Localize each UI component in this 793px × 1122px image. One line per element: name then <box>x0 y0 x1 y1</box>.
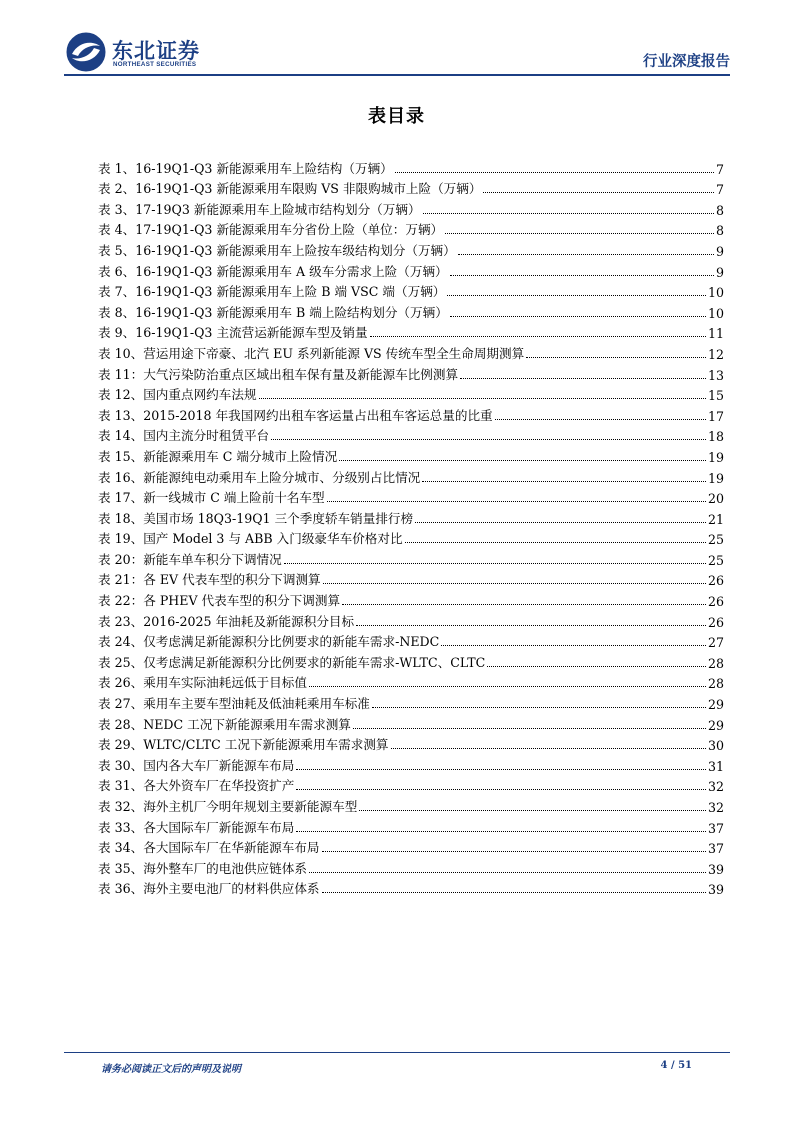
toc-entry-page[interactable]: 30 <box>707 738 724 754</box>
toc-entry[interactable] <box>98 877 724 898</box>
toc-entry[interactable] <box>98 774 724 795</box>
toc-entry[interactable] <box>98 197 724 218</box>
toc-dot-leader <box>359 810 706 811</box>
toc-entry-page[interactable]: 32 <box>707 800 724 815</box>
toc-dot-leader <box>450 275 714 276</box>
toc-entry[interactable] <box>98 444 724 465</box>
toc-dot-leader <box>309 686 706 687</box>
toc-entry-page[interactable]: 26 <box>707 573 724 589</box>
toc-dot-leader <box>483 192 714 193</box>
toc-dot-leader <box>445 233 714 234</box>
toc-dot-leader <box>322 851 706 852</box>
footer-divider <box>64 1052 730 1053</box>
page-title: 表目录 <box>368 106 425 127</box>
toc-entry[interactable] <box>98 321 724 342</box>
toc-entry-page[interactable]: 26 <box>707 614 724 630</box>
toc-entry-page[interactable]: 20 <box>707 491 724 507</box>
toc-entry-label[interactable]: 表 20：新能车单车积分下调情况 <box>98 551 282 567</box>
toc-entry-label[interactable]: 表 34、各大国际车厂在华新能源车布局 <box>98 840 320 856</box>
toc-dot-leader <box>271 439 706 440</box>
toc-dot-leader <box>323 583 706 584</box>
toc-entry-page[interactable]: 7 <box>715 182 724 198</box>
toc-entry[interactable] <box>98 671 724 692</box>
toc-entry[interactable] <box>98 486 724 507</box>
toc-entry-label[interactable]: 表 27、乘用车主要车型油耗及低油耗乘用车标准 <box>98 696 370 712</box>
toc-entry-page[interactable]: 17 <box>707 408 724 424</box>
toc-entry-label[interactable]: 表 14、国内主流分时租赁平台 <box>98 428 270 444</box>
toc-entry[interactable] <box>98 609 724 630</box>
toc-entry-page[interactable]: 19 <box>707 470 724 486</box>
logo-name-en: NORTHEAST SECURITIES <box>113 61 197 68</box>
toc-entry-page[interactable]: 37 <box>707 841 724 857</box>
toc-dot-leader <box>422 481 706 482</box>
toc-entry-label[interactable]: 表 30、国内各大车厂新能源车布局 <box>98 757 295 773</box>
toc-entry[interactable] <box>98 506 724 527</box>
toc-entry[interactable] <box>98 712 724 733</box>
toc-entry-label[interactable]: 表 23、2016-2025 年油耗及新能源积分目标 <box>98 613 355 629</box>
toc-entry[interactable] <box>98 280 724 301</box>
toc-entry-page[interactable]: 26 <box>707 594 724 610</box>
toc-entry[interactable] <box>98 156 724 177</box>
toc-dot-leader <box>372 707 706 708</box>
toc-dot-leader <box>353 728 706 729</box>
toc-entry[interactable] <box>98 238 724 259</box>
toc-entry-label[interactable]: 表 36、海外主要电池厂的材料供应体系 <box>98 881 320 897</box>
toc-entry[interactable] <box>98 794 724 815</box>
toc-dot-leader <box>356 625 706 626</box>
toc-entry-label[interactable]: 表 19、国产 Model 3 与 ABB 入门级豪华车价格对比 <box>98 531 403 547</box>
toc-entry-label[interactable]: 表 24、仅考虑满足新能源积分比例要求的新能车需求-NEDC <box>98 634 440 650</box>
logo-name-cn: 东北证券 <box>112 39 200 63</box>
toc-entry-page[interactable]: 9 <box>715 243 724 259</box>
toc-entry-page[interactable]: 25 <box>707 532 724 548</box>
toc-entry-page[interactable]: 25 <box>707 552 724 568</box>
toc-entry-page[interactable]: 15 <box>707 388 724 404</box>
toc-entry-label[interactable]: 表 3、17-19Q3 新能源乘用车上险城市结构划分（万辆） <box>98 201 421 217</box>
toc-entry-label[interactable]: 表 25、仅考虑满足新能源积分比例要求的新能车需求-WLTC、CLTC <box>98 654 486 670</box>
toc-dot-leader <box>296 789 706 790</box>
toc-entry-label[interactable]: 表 5、16-19Q1-Q3 新能源乘用车上险按车级结构划分（万辆） <box>98 242 456 258</box>
toc-entry-label[interactable]: 表 32、海外主机厂今明年规划主要新能源车型 <box>98 799 358 814</box>
toc-entry-page[interactable]: 39 <box>707 882 724 898</box>
toc-dot-leader <box>395 172 714 173</box>
toc-entry-label[interactable]: 表 31、各大外资车厂在华投资扩产 <box>98 778 295 794</box>
toc-entry-page[interactable]: 8 <box>715 223 724 239</box>
toc-entry-label[interactable]: 表 12、国内重点网约车法规 <box>98 387 257 403</box>
toc-dot-leader <box>284 563 706 564</box>
toc-dot-leader <box>415 522 706 523</box>
toc-entry[interactable] <box>98 815 724 836</box>
toc-dot-leader <box>391 748 706 749</box>
toc-dot-leader <box>259 398 706 399</box>
toc-entry[interactable] <box>98 630 724 651</box>
toc-entry[interactable] <box>98 547 724 568</box>
toc-entry[interactable] <box>98 836 724 857</box>
toc-entry-page[interactable]: 27 <box>707 635 724 651</box>
toc-entry[interactable] <box>98 300 724 321</box>
toc-entry[interactable] <box>98 218 724 239</box>
toc-dot-leader <box>370 336 706 337</box>
toc-entry-label[interactable]: 表 8、16-19Q1-Q3 新能源乘用车 B 端上险结构划分（万辆） <box>98 304 448 320</box>
report-type: 行业深度报告 <box>643 54 730 70</box>
toc-entry-label[interactable]: 表 33、各大国际车厂新能源车布局 <box>98 819 295 835</box>
toc-entry-label[interactable]: 表 1、16-19Q1-Q3 新能源乘用车上险结构（万辆） <box>98 160 393 176</box>
toc-entry[interactable] <box>98 465 724 486</box>
toc-entry-label[interactable]: 表 18、美国市场 18Q3-19Q1 三个季度轿车销量排行榜 <box>98 510 414 526</box>
page-number: 4 / 51 <box>660 1060 692 1071</box>
toc-entry-label[interactable]: 表 6、16-19Q1-Q3 新能源乘用车 A 级车分需求上险（万辆） <box>98 263 448 279</box>
toc-entry-page[interactable]: 10 <box>707 285 724 301</box>
logo-emblem-icon <box>64 30 108 74</box>
header-divider <box>64 74 730 76</box>
company-logo <box>64 30 234 74</box>
toc-dot-leader <box>342 604 706 605</box>
toc-dot-leader <box>405 542 706 543</box>
toc-dot-leader <box>441 645 706 646</box>
toc-entry-page[interactable]: 31 <box>707 758 724 774</box>
toc-entry-page[interactable]: 7 <box>715 161 724 177</box>
toc-entry-label[interactable]: 表 9、16-19Q1-Q3 主流营运新能源车型及销量 <box>98 325 368 341</box>
toc-dot-leader <box>309 872 706 873</box>
toc-entry[interactable] <box>98 259 724 280</box>
toc-dot-leader <box>322 892 706 893</box>
toc-entry[interactable] <box>98 383 724 404</box>
toc-entry-page[interactable]: 28 <box>707 676 724 692</box>
toc-entry-page[interactable]: 32 <box>707 779 724 795</box>
toc-entry-page[interactable]: 12 <box>707 346 724 362</box>
footer-disclaimer: 请务必阅读正文后的声明及说明 <box>101 1064 241 1075</box>
toc-entry[interactable] <box>98 650 724 671</box>
toc-entry-label[interactable]: 表 26、乘用车实际油耗远低于目标值 <box>98 675 307 691</box>
table-of-tables <box>98 156 724 897</box>
toc-dot-leader <box>423 213 714 214</box>
toc-entry-label[interactable]: 表 17、新一线城市 C 端上险前十名车型 <box>98 490 325 506</box>
toc-dot-leader <box>487 666 706 667</box>
toc-entry-label[interactable]: 表 21：各 EV 代表车型的积分下调测算 <box>98 572 321 588</box>
toc-entry-page[interactable]: 28 <box>707 655 724 671</box>
toc-entry-page[interactable]: 8 <box>715 202 724 218</box>
toc-entry[interactable] <box>98 691 724 712</box>
toc-entry[interactable] <box>98 424 724 445</box>
toc-entry-label[interactable]: 表 13、2015-2018 年我国网约出租车客运量占出租车客运总量的比重 <box>98 407 493 423</box>
toc-entry-page[interactable]: 19 <box>707 449 724 465</box>
toc-entry[interactable] <box>98 177 724 198</box>
toc-entry[interactable] <box>98 527 724 548</box>
toc-entry-label[interactable]: 表 28、NEDC 工况下新能源乘用车需求测算 <box>98 716 351 732</box>
toc-entry-label[interactable]: 表 2、16-19Q1-Q3 新能源乘用车限购 VS 非限购城市上险（万辆） <box>98 181 482 197</box>
toc-entry-page[interactable]: 10 <box>707 305 724 321</box>
toc-dot-leader <box>296 831 706 832</box>
toc-entry-label[interactable]: 表 10、营运用途下帝豪、北汽 EU 系列新能源 VS 传统车型全生命周期测算 <box>98 345 525 361</box>
toc-entry-label[interactable]: 表 16、新能源纯电动乘用车上险分城市、分级别占比情况 <box>98 469 421 485</box>
toc-entry-label[interactable]: 表 11：大气污染防治重点区域出租车保有量及新能源车比例测算 <box>98 366 459 382</box>
toc-entry[interactable] <box>98 362 724 383</box>
toc-entry-page[interactable]: 39 <box>707 861 724 877</box>
toc-entry-page[interactable]: 9 <box>715 264 724 280</box>
toc-dot-leader <box>458 254 714 255</box>
toc-entry[interactable] <box>98 403 724 424</box>
toc-entry[interactable] <box>98 568 724 589</box>
toc-entry-label[interactable]: 表 22：各 PHEV 代表车型的积分下调测算 <box>98 593 341 609</box>
toc-entry-page[interactable]: 18 <box>707 429 724 445</box>
toc-entry[interactable] <box>98 856 724 877</box>
page-header <box>64 30 730 76</box>
toc-entry-label[interactable]: 表 7、16-19Q1-Q3 新能源乘用车上险 B 端 VSC 端（万辆） <box>98 284 446 300</box>
toc-dot-leader <box>447 295 706 296</box>
toc-entry-page[interactable]: 29 <box>707 717 724 733</box>
toc-dot-leader <box>450 316 706 317</box>
toc-dot-leader <box>526 357 706 358</box>
toc-entry[interactable] <box>98 588 724 609</box>
toc-dot-leader <box>460 378 706 379</box>
toc-entry-label[interactable]: 表 15、新能源乘用车 C 端分城市上险情况 <box>98 448 338 464</box>
toc-entry-page[interactable]: 37 <box>707 820 724 836</box>
toc-entry[interactable] <box>98 341 724 362</box>
toc-entry-page[interactable]: 11 <box>707 326 724 342</box>
toc-entry-page[interactable]: 21 <box>707 511 724 527</box>
toc-dot-leader <box>296 769 706 770</box>
toc-entry-label[interactable]: 表 35、海外整车厂的电池供应链体系 <box>98 860 307 876</box>
toc-entry-label[interactable]: 表 29、WLTC/CLTC 工况下新能源乘用车需求测算 <box>98 737 389 753</box>
toc-dot-leader <box>495 419 706 420</box>
toc-entry-page[interactable]: 13 <box>707 367 724 383</box>
toc-dot-leader <box>327 501 706 502</box>
toc-entry-label[interactable]: 表 4、17-19Q1-Q3 新能源乘用车分省份上险（单位：万辆） <box>98 222 444 238</box>
toc-entry[interactable] <box>98 733 724 754</box>
toc-dot-leader <box>339 460 706 461</box>
toc-entry[interactable] <box>98 753 724 774</box>
toc-entry-page[interactable]: 29 <box>707 697 724 713</box>
